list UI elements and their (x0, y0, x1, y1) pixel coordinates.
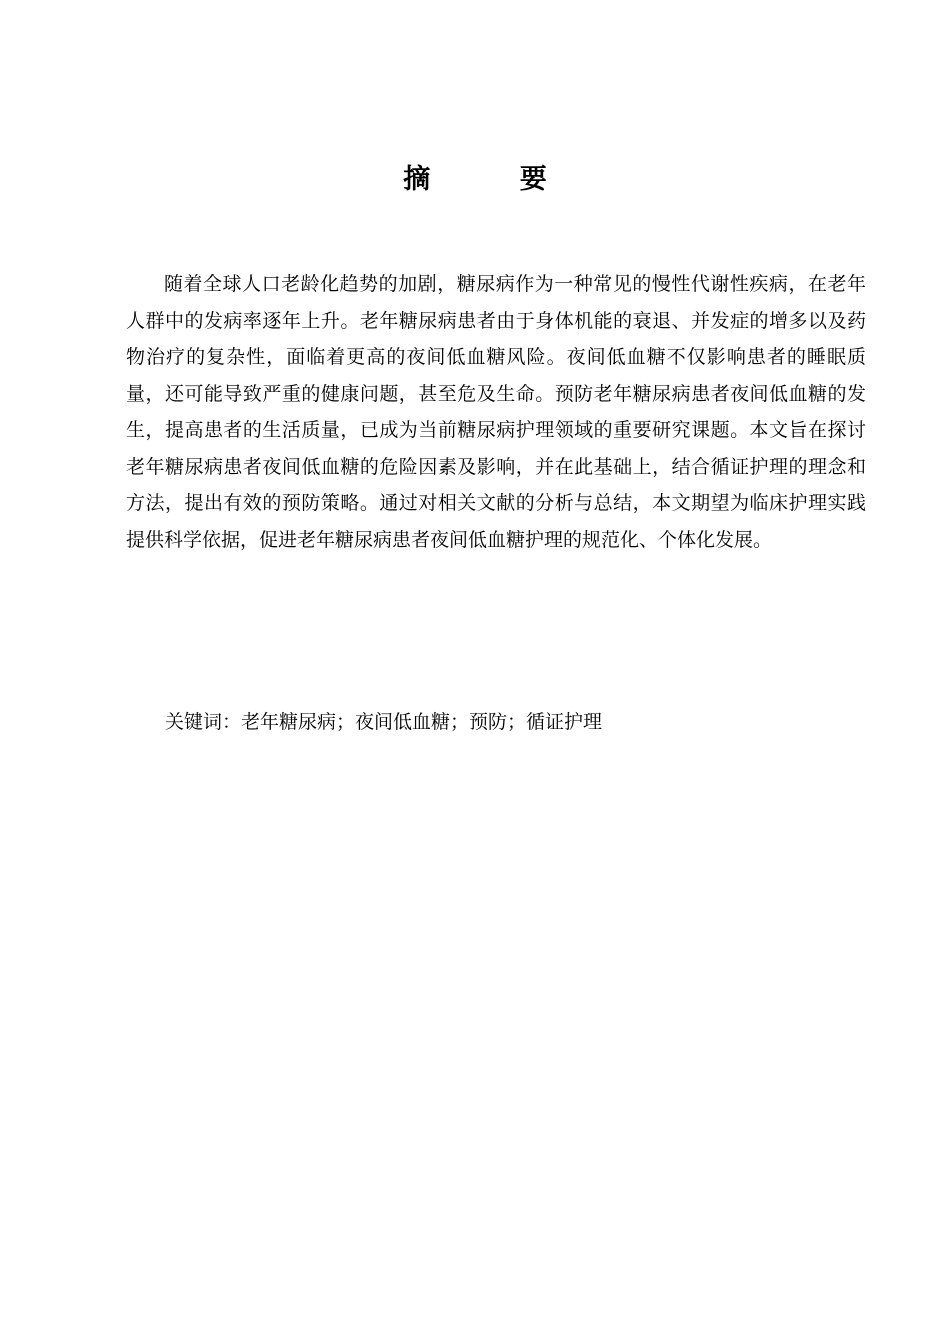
keywords-label: 关键词： (165, 711, 242, 733)
abstract-body: 随着全球人口老龄化趋势的加剧，糖尿病作为一种常见的慢性代谢性疾病，在老年人群中的发病率逐年上升。老年糖尿病患者由于身体机能的衰退、并发症的增多以及药物治疗的复杂性，面临着更高的夜间低血糖风险。夜间低血糖不仅影响患者的睡眠质量，还可能导致严重的健康问题，甚至危及生命。预防老年糖尿病患者夜间低血糖的发生，提高患者的生活质量，已成为当前糖尿病护理领域的重要研究课题。本文旨在探讨老年糖尿病患者夜间低血糖的危险因素及影响，并在此基础上，结合循证护理的理念和方法，提出有效的预防策略。通过对相关文献的分析与总结，本文期望为临床护理实践提供科学依据，促进老年糖尿病患者夜间低血糖护理的规范化、个体化发展。 (126, 273, 866, 551)
keywords-line (165, 704, 865, 740)
keywords-list: 老年糖尿病；夜间低血糖；预防；循证护理 (241, 711, 603, 733)
page-title: 摘 要 (403, 164, 587, 195)
